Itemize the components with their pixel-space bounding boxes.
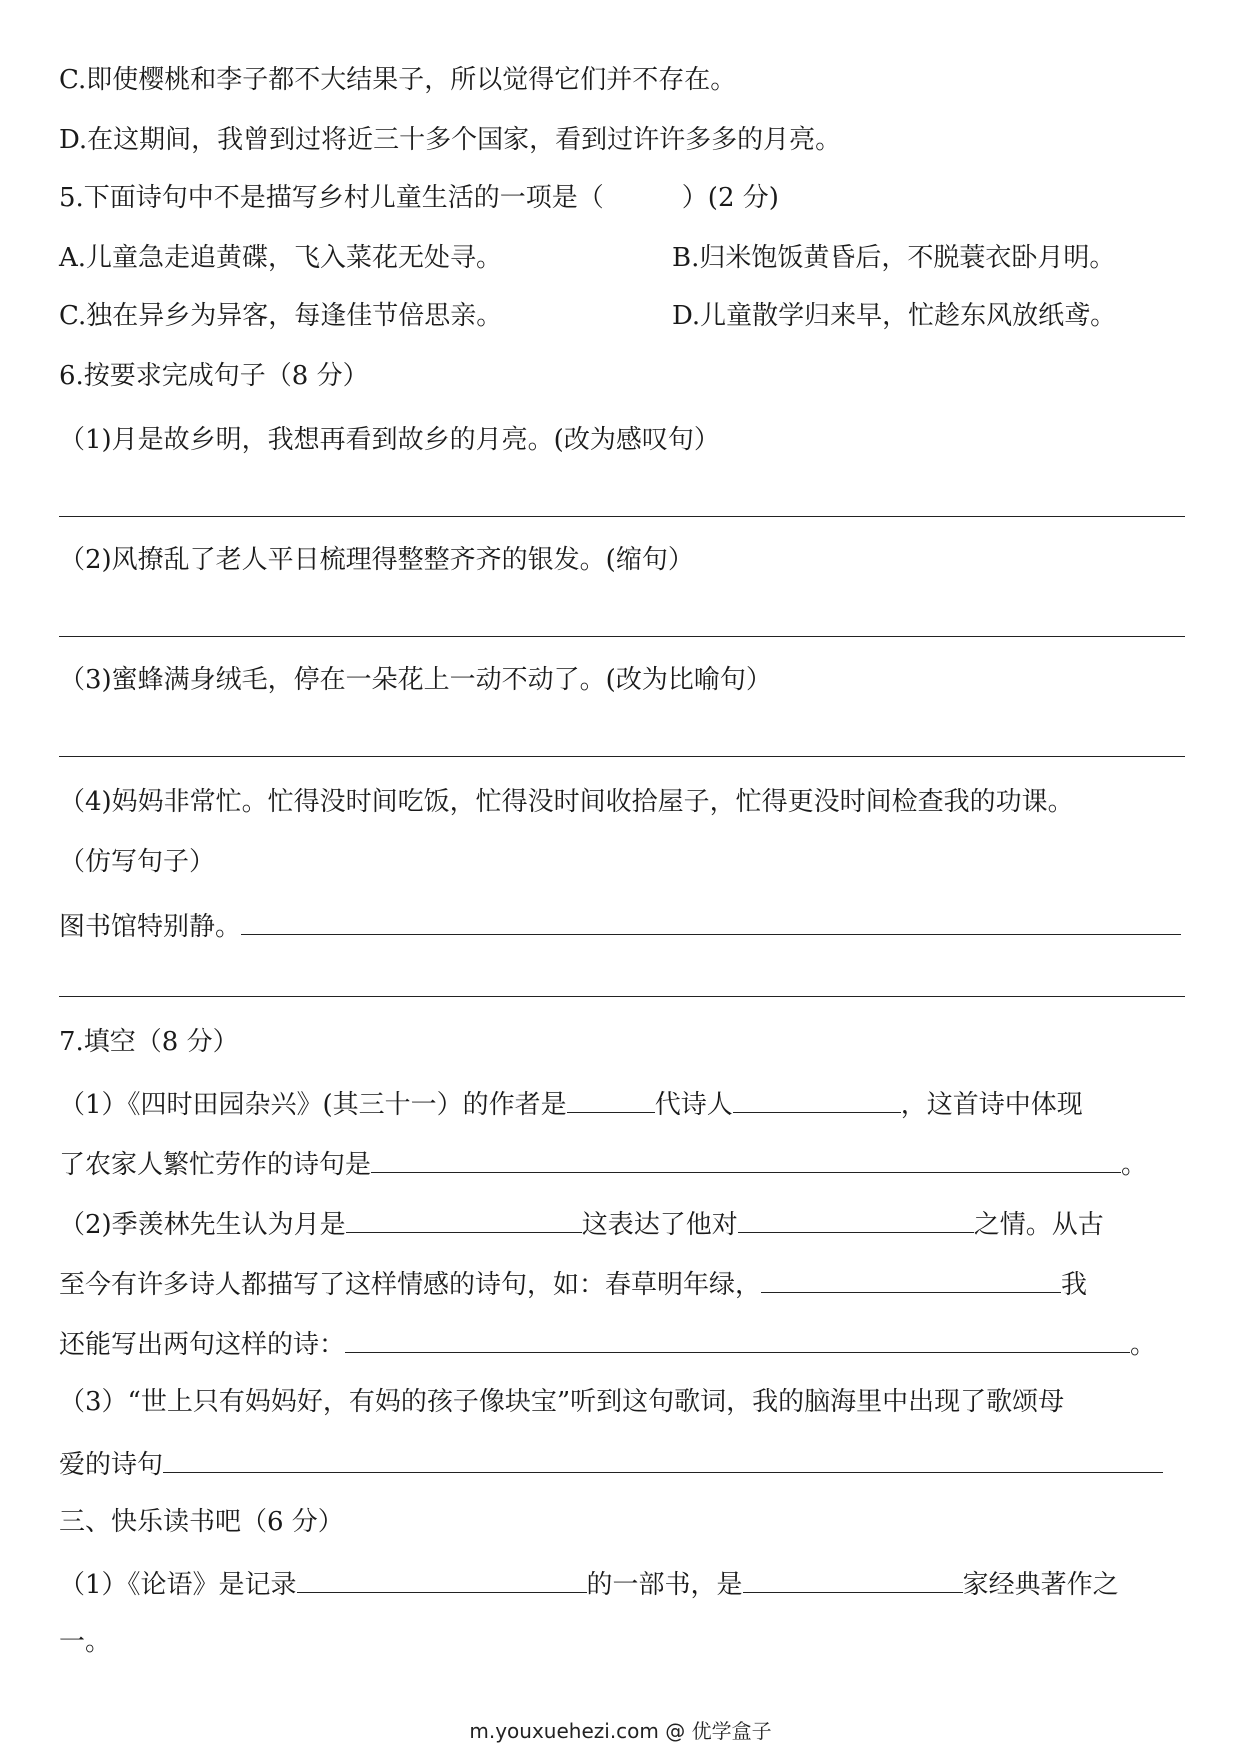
q7-part-2-line-3 xyxy=(59,1324,1156,1360)
q7-p1-text-c: ，这首诗中体现 xyxy=(900,1090,1083,1120)
q6-sentence-4-prompt xyxy=(59,906,1181,942)
q5-option-d: D.儿童散学归来早，忙趁东风放纸鸢。 xyxy=(672,301,1117,331)
q7-title: 7.填空（8 分） xyxy=(59,1027,239,1057)
q6-sentence-1: （1)月是故乡明，我想再看到故乡的月亮。(改为感叹句） xyxy=(59,425,720,455)
q7-blank-spring-grass[interactable] xyxy=(761,1264,1061,1293)
q7-p2-text-c: 之情。从古 xyxy=(973,1210,1104,1240)
q7-p2-text-d: 至今有许多诗人都描写了这样情感的诗句，如：春草明年绿， xyxy=(59,1270,762,1300)
section-3-title: 三、快乐读书吧（6 分） xyxy=(59,1507,344,1537)
q7-blank-poet[interactable] xyxy=(733,1084,901,1113)
q7-part-1-line-2 xyxy=(59,1144,1147,1180)
q6-answer-blank-4[interactable] xyxy=(241,906,1181,935)
q6-prompt-text: 图书馆特别静。 xyxy=(59,912,242,942)
q7-blank-dynasty[interactable] xyxy=(567,1084,655,1113)
q5-option-b: B.归米饱饭黄昏后，不脱蓑衣卧月明。 xyxy=(672,243,1116,273)
q7-p2-text-g: 。 xyxy=(1130,1330,1157,1360)
q7-part-3-line-1: （3）“世上只有妈妈好，有妈的孩子像块宝”听到这句歌词，我的脑海里中出现了歌颂母 xyxy=(59,1387,1065,1417)
q6-answer-line-5[interactable] xyxy=(59,996,1185,997)
q6-answer-line-2[interactable] xyxy=(59,636,1185,637)
q7-part-1-line-1 xyxy=(59,1084,1083,1120)
section-3-item-1-line-1 xyxy=(59,1564,1119,1600)
q6-title: 6.按要求完成句子（8 分） xyxy=(59,361,369,391)
q5-option-c: C.独在异乡为异客，每逢佳节倍思亲。 xyxy=(59,301,503,331)
sec3-text-b: 的一部书，是 xyxy=(586,1570,743,1600)
q7-p1-text-b: 代诗人 xyxy=(654,1090,733,1120)
q7-p1-text-d: 了农家人繁忙劳作的诗句是 xyxy=(59,1150,372,1180)
q7-p3-text-b: 爱的诗句 xyxy=(59,1450,164,1480)
q7-p1-text-a: （1）《四时田园杂兴》(其三十一）的作者是 xyxy=(59,1090,567,1120)
q5-option-a: A.儿童急走追黄碟，飞入菜花无处寻。 xyxy=(59,243,503,273)
q6-sentence-4-instruction: （仿写句子） xyxy=(59,847,216,877)
sec3-blank-school[interactable] xyxy=(743,1564,963,1593)
q4-option-d: D.在这期间，我曾到过将近三十多个国家，看到过许许多多的月亮。 xyxy=(59,125,842,155)
sec3-text-a: （1）《论语》是记录 xyxy=(59,1570,297,1600)
q6-sentence-4: （4)妈妈非常忙。忙得没时间吃饭，忙得没时间收拾屋子，忙得更没时间检查我的功课。 xyxy=(59,787,1074,817)
q7-p2-text-b: 这表达了他对 xyxy=(581,1210,738,1240)
q7-blank-moon[interactable] xyxy=(346,1204,582,1233)
q7-blank-two-lines[interactable] xyxy=(345,1324,1130,1353)
q4-option-c: C.即使樱桃和李子都不大结果子，所以觉得它们并不存在。 xyxy=(59,65,737,95)
q7-part-2-line-2 xyxy=(59,1264,1087,1300)
q7-blank-mother-poem[interactable] xyxy=(163,1444,1163,1473)
q7-blank-poem-line[interactable] xyxy=(371,1144,1121,1173)
q7-part-2-line-1 xyxy=(59,1204,1104,1240)
q6-sentence-3: （3)蜜蜂满身绒毛，停在一朵花上一动不动了。(改为比喻句） xyxy=(59,665,772,695)
footer-watermark: m.youxuehezi.com @ 优学盒子 xyxy=(469,1719,772,1743)
q6-answer-line-1[interactable] xyxy=(59,516,1185,517)
q7-p2-text-e: 我 xyxy=(1061,1270,1088,1300)
q7-part-3-line-2 xyxy=(59,1444,1163,1480)
q7-blank-feeling[interactable] xyxy=(738,1204,974,1233)
section-3-item-1-line-2: 一。 xyxy=(59,1627,112,1657)
q7-p2-text-f: 还能写出两句这样的诗： xyxy=(59,1330,346,1360)
sec3-text-c: 家经典著作之 xyxy=(962,1570,1119,1600)
q6-answer-line-3[interactable] xyxy=(59,756,1185,757)
q6-sentence-2: （2)风撩乱了老人平日梳理得整整齐齐的银发。(缩句） xyxy=(59,545,694,575)
sec3-blank-record[interactable] xyxy=(297,1564,587,1593)
q7-p1-text-e: 。 xyxy=(1121,1150,1148,1180)
q5-title: 5.下面诗句中不是描写乡村儿童生活的一项是（ ）(2 分) xyxy=(59,183,779,213)
q7-p2-text-a: （2)季羡林先生认为月是 xyxy=(59,1210,346,1240)
